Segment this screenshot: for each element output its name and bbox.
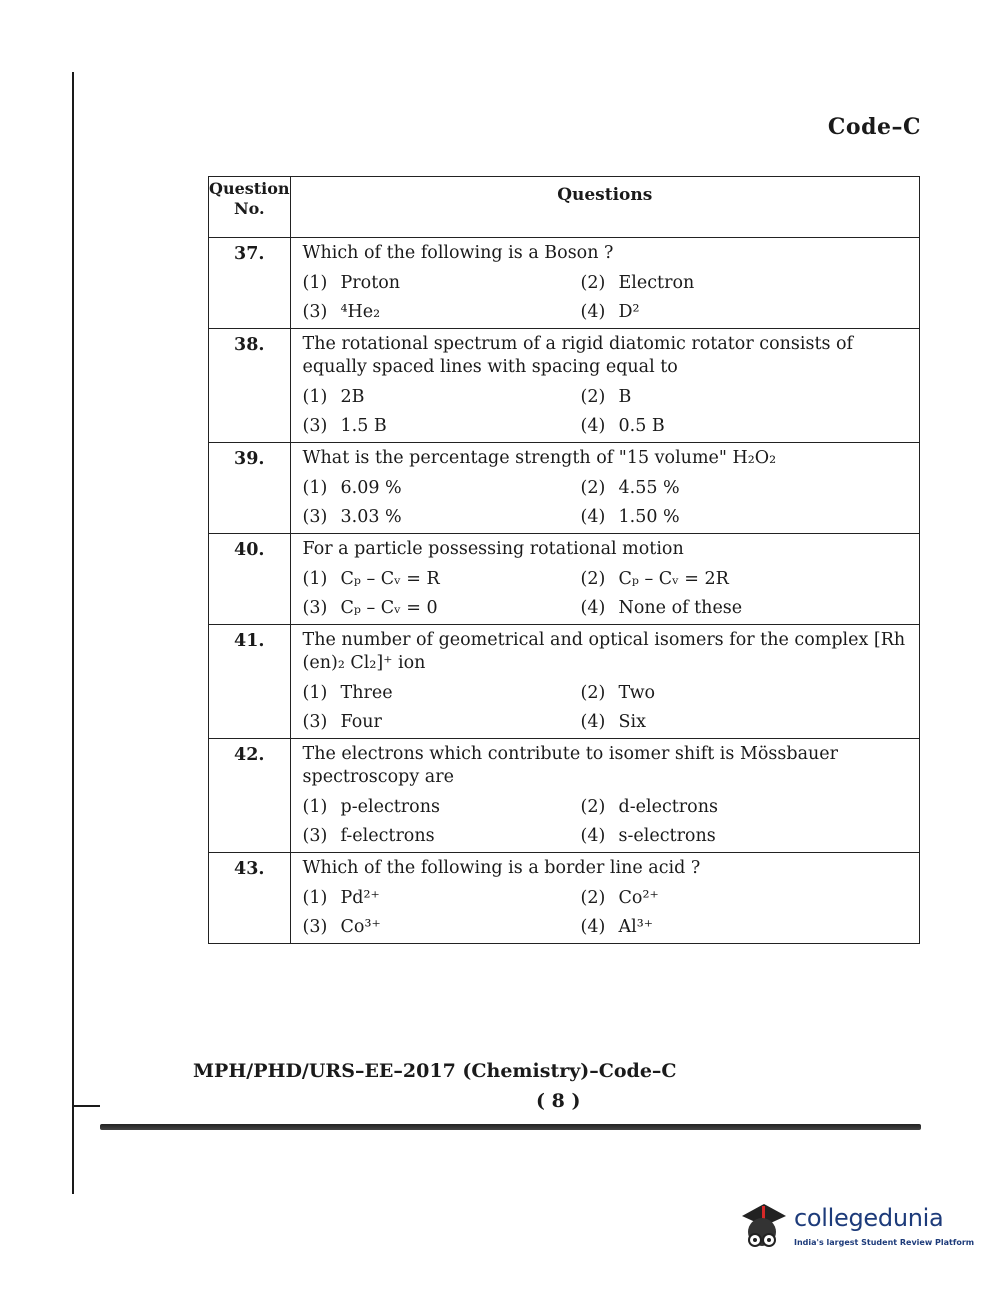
option-number: (1) [302, 888, 328, 908]
option-text: 2B [340, 387, 365, 407]
option-text: p-electrons [340, 797, 440, 817]
answer-option [303, 683, 581, 703]
option-text: D² [618, 302, 640, 322]
question-cell [290, 625, 919, 739]
option-text: Pd²⁺ [340, 888, 380, 908]
option-number: (4) [580, 507, 606, 527]
mascot-icon [736, 1198, 790, 1256]
answer-option [581, 387, 913, 407]
option-text: f-electrons [340, 826, 435, 846]
question-stem: What is the percentage strength of "15 volume" H₂O₂ [302, 448, 777, 468]
option-number: (2) [580, 569, 606, 589]
question-cell [290, 853, 919, 944]
option-number: (3) [302, 416, 328, 436]
option-number: (4) [580, 302, 606, 322]
option-text: 1.50 % [618, 507, 680, 527]
answer-option [303, 569, 581, 589]
answer-option [581, 712, 913, 732]
option-number: (1) [302, 273, 328, 293]
question-stem: For a particle possessing rotational motion [302, 539, 684, 559]
option-number: (2) [580, 683, 606, 703]
option-text: None of these [618, 598, 743, 618]
question-number: 40. [209, 534, 291, 625]
option-number: (2) [580, 478, 606, 498]
answer-option [581, 797, 913, 817]
option-grid [303, 797, 913, 846]
question-number: 42. [209, 739, 291, 853]
option-number: (2) [580, 797, 606, 817]
column-header-questions: Questions [290, 177, 919, 238]
table-header-row [209, 177, 920, 238]
option-text: 1.5 B [340, 416, 387, 436]
option-text: Six [618, 712, 646, 732]
option-number: (2) [580, 888, 606, 908]
answer-option [303, 478, 581, 498]
option-number: (3) [302, 302, 328, 322]
option-text: 3.03 % [340, 507, 402, 527]
option-number: (2) [580, 273, 606, 293]
option-text: Co³⁺ [340, 917, 381, 937]
answer-option [581, 416, 913, 436]
page-number: ( 8 ) [536, 1090, 581, 1112]
answer-option [581, 598, 913, 618]
option-grid [303, 888, 913, 937]
option-text: Cₚ – Cᵥ = 0 [340, 598, 438, 618]
option-number: (4) [580, 712, 606, 732]
answer-option [581, 302, 913, 322]
question-stem: The electrons which contribute to isomer shift is Mössbauer spectroscopy are [302, 744, 838, 787]
answer-option [303, 797, 581, 817]
answer-option [581, 917, 913, 937]
answer-option [581, 569, 913, 589]
question-cell [290, 534, 919, 625]
scan-edge-left [72, 72, 74, 1194]
option-text: s-electrons [618, 826, 716, 846]
answer-option [303, 273, 581, 293]
question-row [209, 238, 920, 329]
option-text: d-electrons [618, 797, 718, 817]
answer-option [303, 917, 581, 937]
answer-option [581, 826, 913, 846]
option-number: (3) [302, 917, 328, 937]
question-row [209, 534, 920, 625]
question-table [208, 176, 920, 944]
question-row [209, 853, 920, 944]
option-text: 6.09 % [340, 478, 402, 498]
option-number: (4) [580, 416, 606, 436]
answer-option [581, 888, 913, 908]
scan-edge-stub [72, 1105, 100, 1107]
option-number: (1) [302, 797, 328, 817]
option-number: (4) [580, 917, 606, 937]
option-number: (4) [580, 826, 606, 846]
option-number: (3) [302, 712, 328, 732]
question-cell [290, 329, 919, 443]
option-grid [303, 478, 913, 527]
answer-option [581, 273, 913, 293]
brand-name: collegedunia [794, 1204, 944, 1232]
option-number: (4) [580, 598, 606, 618]
answer-option [581, 478, 913, 498]
question-cell [290, 739, 919, 853]
option-text: Cₚ – Cᵥ = 2R [618, 569, 729, 589]
answer-option [303, 302, 581, 322]
question-number: 39. [209, 443, 291, 534]
option-text: Four [340, 712, 382, 732]
option-text: Co²⁺ [618, 888, 659, 908]
option-number: (1) [302, 387, 328, 407]
question-stem: Which of the following is a border line acid ? [302, 858, 701, 878]
code-label: Code–C [827, 114, 921, 140]
question-number: 43. [209, 853, 291, 944]
brand-logo [736, 1198, 975, 1258]
question-stem: The rotational spectrum of a rigid diatomic rotator consists of equally spaced lines with spacing equal to [302, 334, 854, 377]
option-number: (1) [302, 683, 328, 703]
question-row [209, 443, 920, 534]
option-number: (3) [302, 598, 328, 618]
question-stem: Which of the following is a Boson ? [302, 243, 614, 263]
question-row [209, 329, 920, 443]
question-cell [290, 443, 919, 534]
option-text: Al³⁺ [618, 917, 654, 937]
answer-option [581, 683, 913, 703]
question-row [209, 739, 920, 853]
answer-option [303, 416, 581, 436]
option-grid [303, 569, 913, 618]
column-header-no: Question No. [209, 177, 291, 238]
brand-tagline: India's largest Student Review Platform [794, 1238, 975, 1247]
option-grid [303, 273, 913, 322]
option-text: 0.5 B [618, 416, 665, 436]
option-text: Electron [618, 273, 695, 293]
answer-option [303, 387, 581, 407]
option-text: Three [340, 683, 393, 703]
option-text: ⁴He₂ [340, 302, 381, 322]
option-text: Cₚ – Cᵥ = R [340, 569, 440, 589]
option-number: (1) [302, 478, 328, 498]
option-grid [303, 387, 913, 436]
option-number: (3) [302, 507, 328, 527]
scan-bottom-rule [100, 1124, 921, 1130]
answer-option [303, 507, 581, 527]
exam-footer: MPH/PHD/URS–EE–2017 (Chemistry)–Code–C [193, 1060, 677, 1082]
option-text: Two [618, 683, 656, 703]
question-number: 41. [209, 625, 291, 739]
option-number: (1) [302, 569, 328, 589]
option-number: (3) [302, 826, 328, 846]
option-text: 4.55 % [618, 478, 680, 498]
question-row [209, 625, 920, 739]
answer-option [581, 507, 913, 527]
question-number: 38. [209, 329, 291, 443]
option-text: Proton [340, 273, 401, 293]
answer-option [303, 598, 581, 618]
question-number: 37. [209, 238, 291, 329]
option-grid [303, 683, 913, 732]
answer-option [303, 712, 581, 732]
answer-option [303, 888, 581, 908]
question-stem: The number of geometrical and optical isomers for the complex [Rh (en)₂ Cl₂]⁺ ion [302, 630, 906, 673]
option-text: B [618, 387, 632, 407]
question-cell [290, 238, 919, 329]
option-number: (2) [580, 387, 606, 407]
answer-option [303, 826, 581, 846]
